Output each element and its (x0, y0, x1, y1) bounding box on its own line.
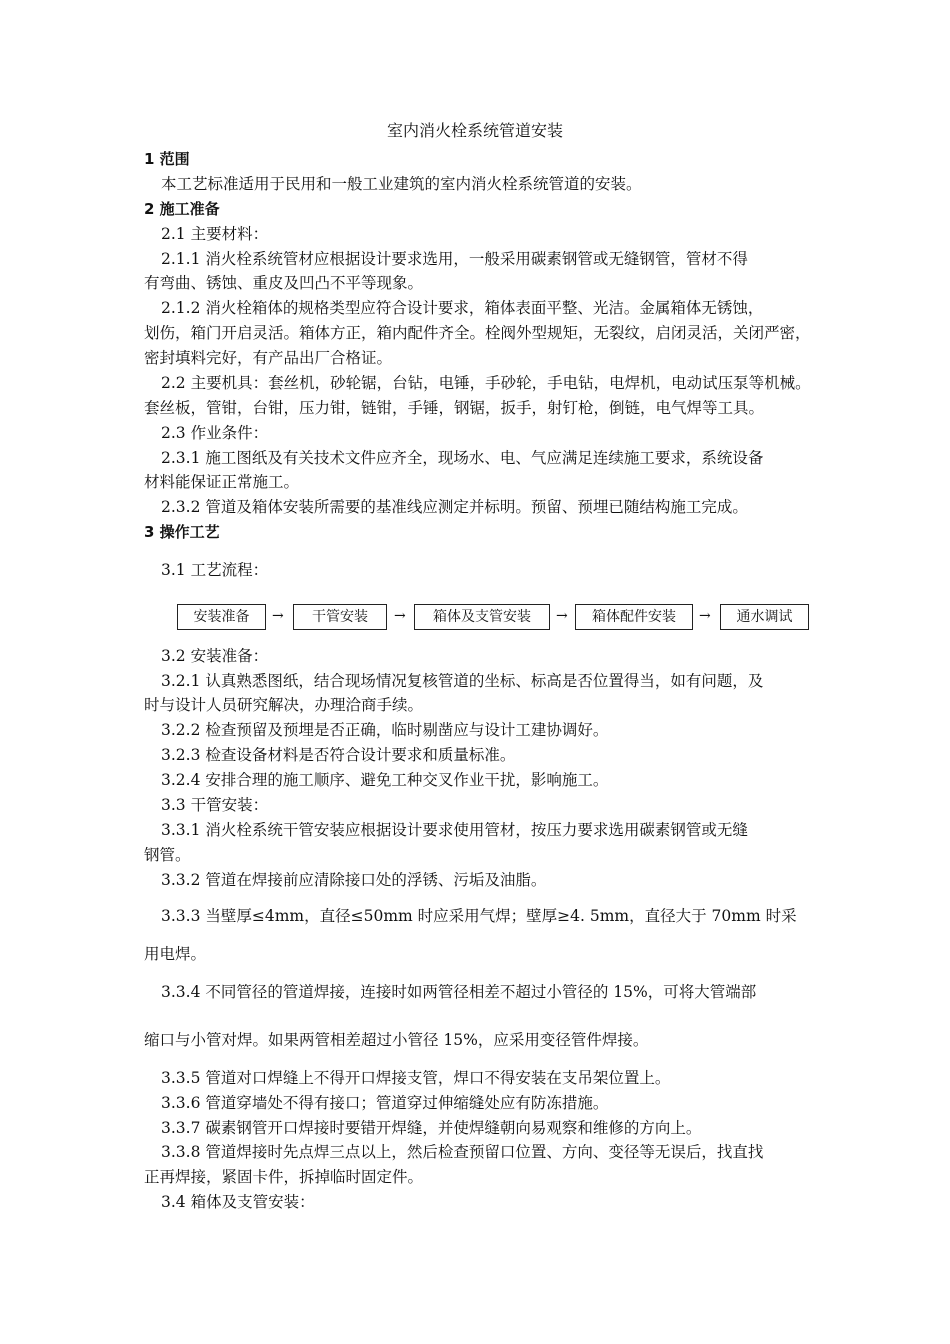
paragraph: 正再焊接，紧固卡件，拆掉临时固定件。 (144, 1168, 424, 1186)
paragraph: 缩口与小管对焊。如果两管相差超过小管径 15%，应采用变径管件焊接。 (144, 1031, 649, 1049)
paragraph: 3.3.6 管道穿墙处不得有接口；管道穿过伸缩缝处应有防冻措施。 (161, 1094, 609, 1112)
section-heading-operation: 3 操作工艺 (144, 523, 220, 541)
paragraph: 套丝板，管钳，台钳，压力钳，链钳，手锤，钢锯，扳手，射钉枪，倒链，电气焊等工具。 (144, 399, 765, 417)
paragraph: 有弯曲、锈蚀、重皮及凹凸不平等现象。 (144, 274, 424, 292)
paragraph: 钢管。 (144, 846, 191, 864)
flow-arrow: → (699, 608, 711, 624)
paragraph: 2.3.2 管道及箱体安装所需要的基准线应测定并标明。预留、预埋已随结构施工完成。 (161, 498, 748, 516)
paragraph: 3.2.1 认真熟悉图纸，结合现场情况复核管道的坐标、标高是否位置得当，如有问题，及 (161, 672, 764, 690)
paragraph: 时与设计人员研究解决，办理洽商手续。 (144, 696, 424, 714)
paragraph: 2.2 主要机具：套丝机，砂轮锯，台钻，电锤，手砂轮，手电钻，电焊机，电动试压泵等机械。 (161, 374, 811, 392)
paragraph: 3.3.4 不同管径的管道焊接，连接时如两管径相差不超过小管径的 15%，可将大管端部 (161, 983, 757, 1001)
paragraph: 2.1.2 消火栓箱体的规格类型应符合设计要求，箱体表面平整、光洁。金属箱体无锈蚀， (161, 299, 764, 317)
document-title: 室内消火栓系统管道安装 (386, 121, 563, 140)
flow-arrow: → (272, 608, 284, 624)
flow-arrow: → (394, 608, 406, 624)
subsection-heading: 3.1 工艺流程： (161, 561, 269, 579)
paragraph: 3.3.1 消火栓系统干管安装应根据设计要求使用管材，按压力要求选用碳素钢管或无缝 (161, 821, 748, 839)
paragraph: 密封填料完好，有产品出厂合格证。 (144, 349, 393, 367)
paragraph: 3.3.3 当壁厚≤4mm，直径≤50mm 时应采用气焊；壁厚≥4. 5mm，直径大于 70mm 时采 (161, 907, 797, 925)
paragraph: 本工艺标准适用于民用和一般工业建筑的室内消火栓系统管道的安装。 (161, 175, 642, 193)
subsection-heading: 3.2 安装准备： (161, 647, 269, 665)
flow-step-5: 通水调试 (720, 604, 809, 630)
flow-step-3: 箱体及支管安装 (414, 604, 550, 630)
paragraph: 3.3.8 管道焊接时先点焊三点以上，然后检查预留口位置、方向、变径等无误后，找直找 (161, 1143, 764, 1161)
flow-step-1: 安装准备 (177, 604, 266, 630)
paragraph: 3.3.5 管道对口焊缝上不得开口焊接支管，焊口不得安装在支吊架位置上。 (161, 1069, 671, 1087)
subsection-heading: 2.3 作业条件： (161, 424, 269, 442)
paragraph: 3.2.4 安排合理的施工顺序、避免工种交叉作业干扰，影响施工。 (161, 771, 609, 789)
subsection-heading: 3.4 箱体及支管安装： (161, 1193, 315, 1211)
flow-step-2: 干管安装 (293, 604, 387, 630)
paragraph: 划伤，箱门开启灵活。箱体方正，箱内配件齐全。栓阀外型规矩，无裂纹，启闭灵活，关闭严密， (144, 324, 811, 342)
paragraph: 用电焊。 (144, 945, 207, 963)
subsection-heading: 3.3 干管安装： (161, 796, 269, 814)
paragraph: 3.2.3 检查设备材料是否符合设计要求和质量标准。 (161, 746, 516, 764)
paragraph: 3.3.7 碳素钢管开口焊接时要错开焊缝，并使焊缝朝向易观察和维修的方向上。 (161, 1119, 702, 1137)
flow-arrow: → (556, 608, 568, 624)
flow-step-4: 箱体配件安装 (575, 604, 693, 630)
paragraph: 3.2.2 检查预留及预埋是否正确，临时剔凿应与设计工建协调好。 (161, 721, 609, 739)
paragraph: 材料能保证正常施工。 (144, 473, 300, 491)
section-heading-scope: 1 范围 (144, 150, 190, 168)
subsection-heading: 2.1 主要材料： (161, 225, 269, 243)
paragraph: 3.3.2 管道在焊接前应清除接口处的浮锈、污垢及油脂。 (161, 871, 547, 889)
section-heading-preparation: 2 施工准备 (144, 200, 220, 218)
paragraph: 2.1.1 消火栓系统管材应根据设计要求选用，一般采用碳素钢管或无缝钢管，管材不得 (161, 250, 748, 268)
paragraph: 2.3.1 施工图纸及有关技术文件应齐全，现场水、电、气应满足连续施工要求，系统设备 (161, 449, 764, 467)
